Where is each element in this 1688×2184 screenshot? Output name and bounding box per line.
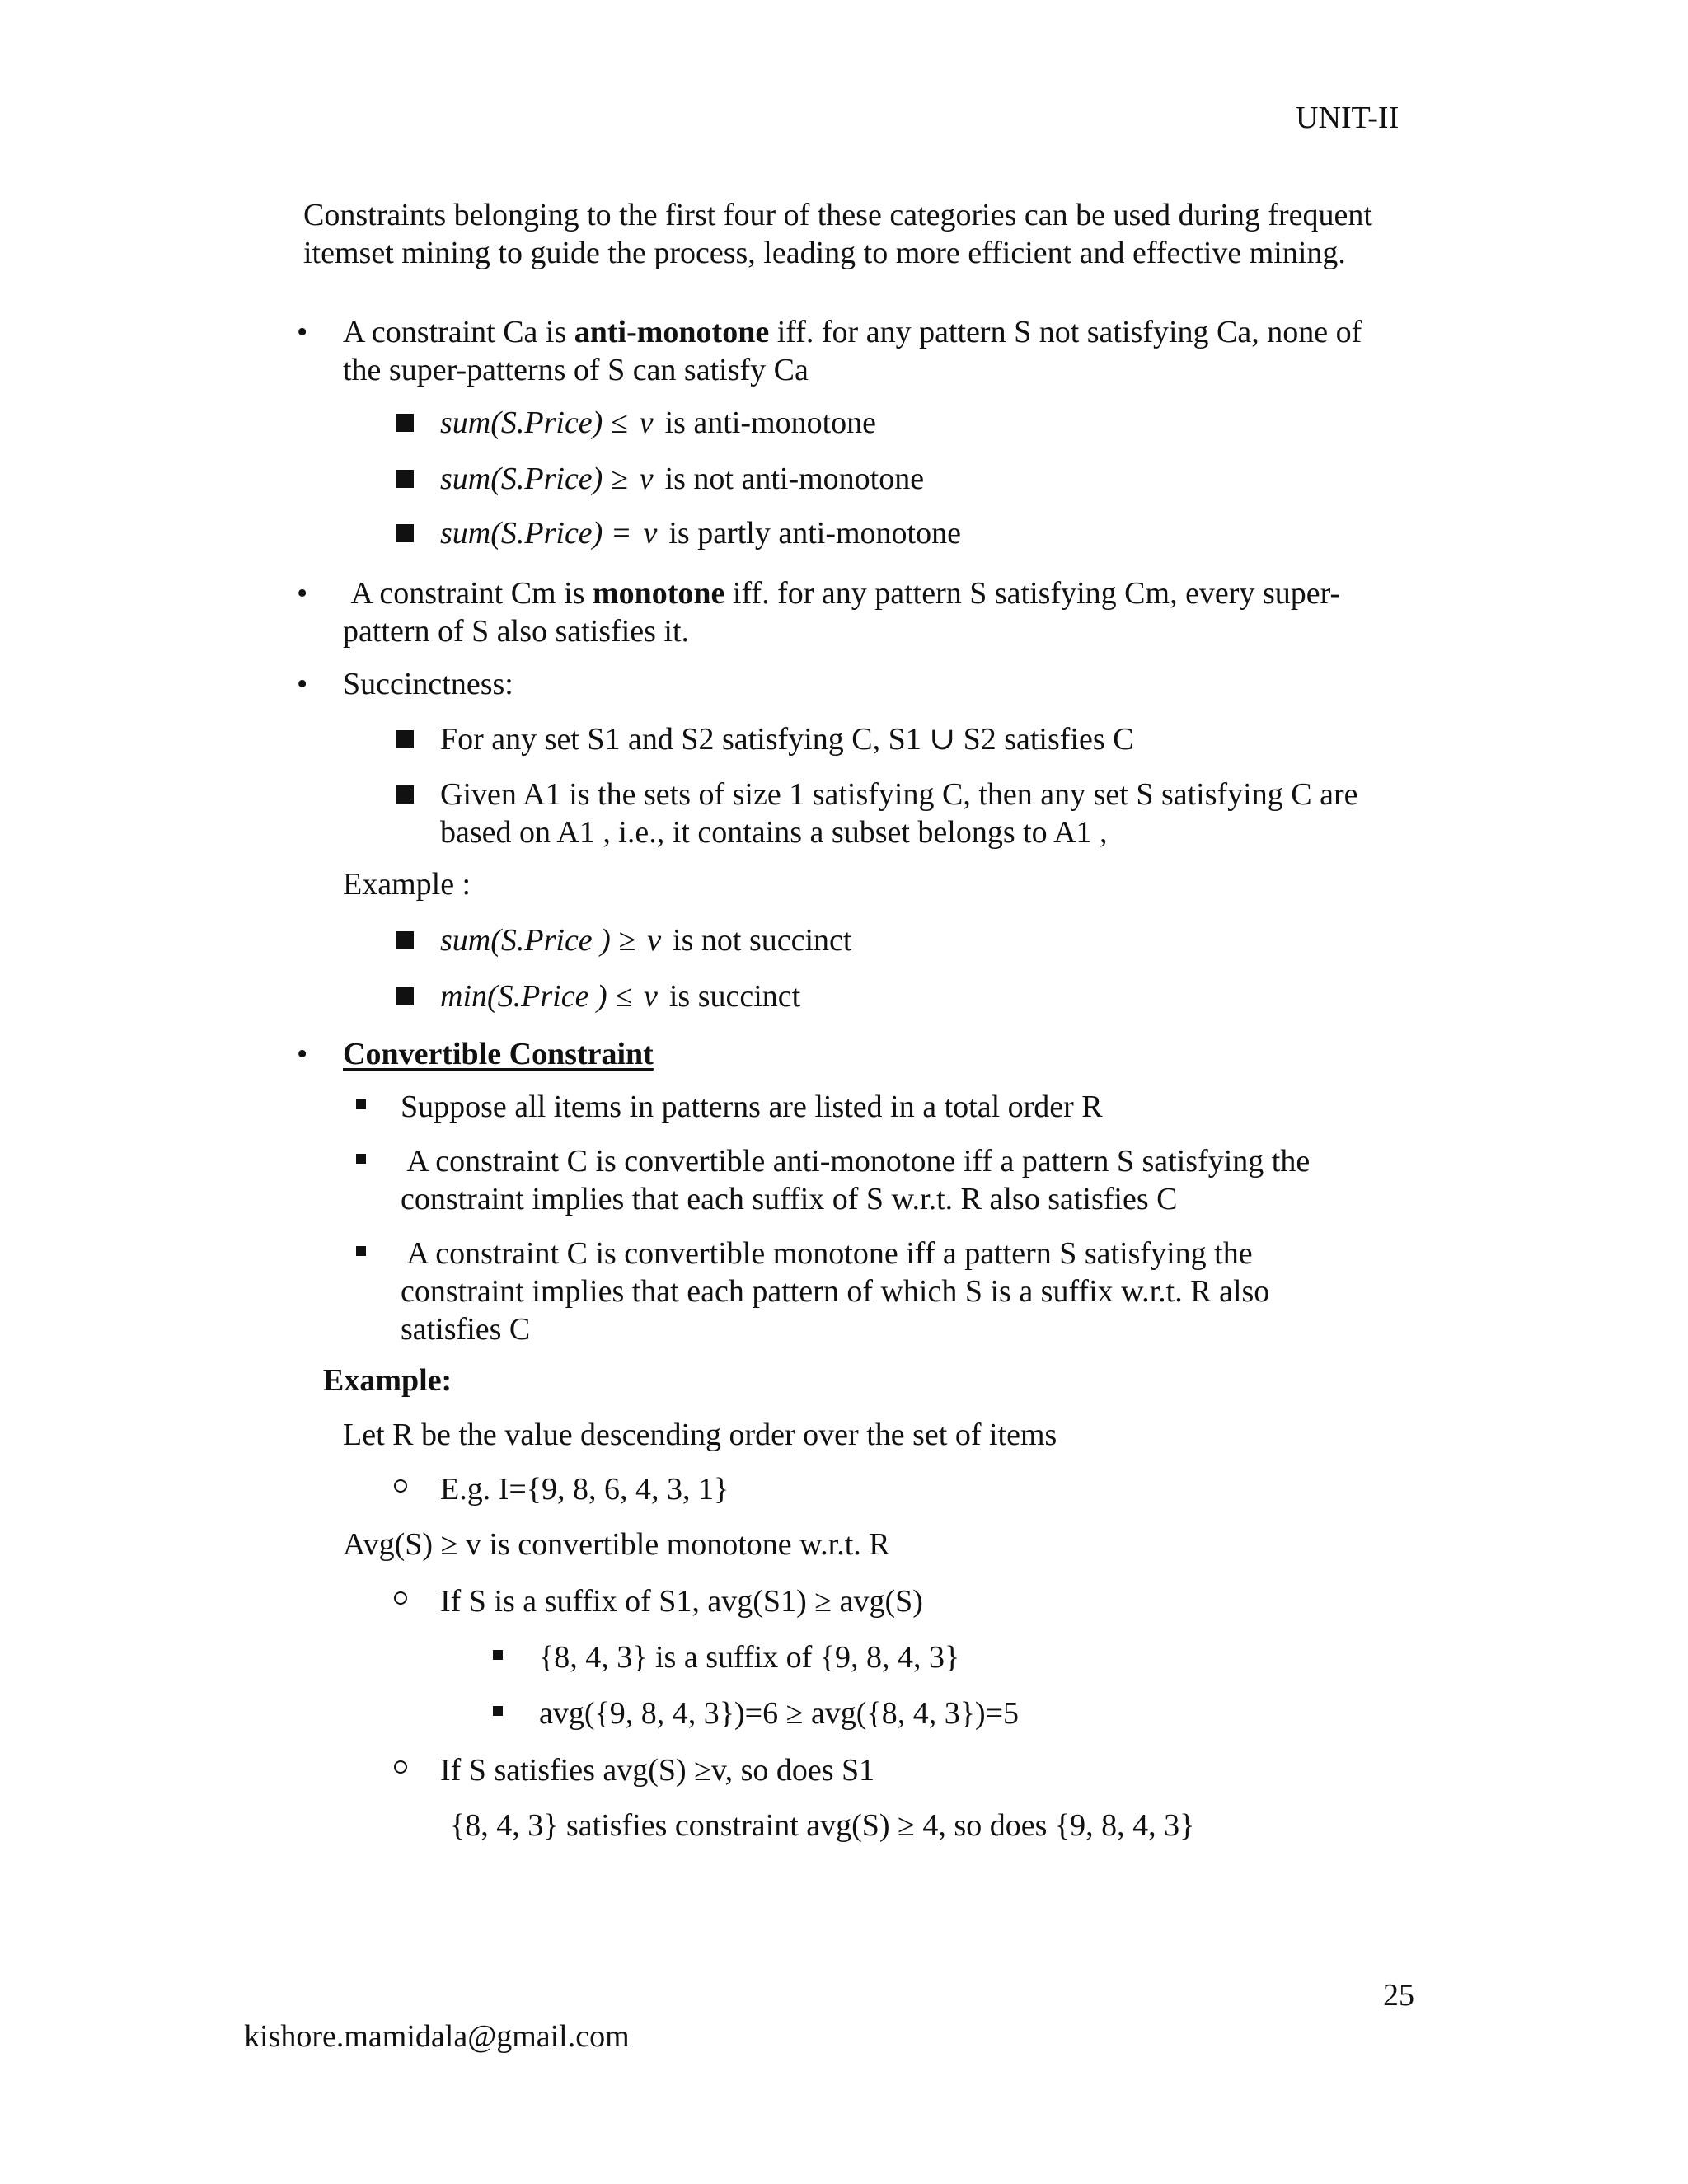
footer-email: kishore.mamidala@gmail.com bbox=[244, 2019, 630, 2054]
square-bullet-icon bbox=[396, 730, 414, 748]
square-bullet-icon bbox=[396, 785, 414, 804]
succinctness-example-label: Example : bbox=[343, 867, 471, 902]
succinctness-example: min(S.Price ) ≤ v is succinct bbox=[440, 979, 801, 1014]
succinctness-item: For any set S1 and S2 satisfying C, S1 ∪ S2 satisfies C bbox=[440, 722, 1134, 757]
square-bullet-icon bbox=[396, 524, 414, 542]
square-bullet-icon bbox=[396, 931, 414, 949]
square-bullet-icon bbox=[396, 470, 414, 488]
circle-bullet-icon bbox=[394, 1591, 407, 1605]
circle-bullet-icon bbox=[394, 1479, 407, 1493]
example-sub1-item: {8, 4, 3} is a suffix of {9, 8, 4, 3} bbox=[539, 1640, 960, 1675]
unit-header: UNIT-II bbox=[1296, 101, 1400, 135]
bullet-dot: • bbox=[297, 576, 308, 611]
monotone-term: monotone bbox=[592, 576, 725, 611]
small-square-bullet-icon bbox=[493, 1650, 503, 1660]
convertible-item: A constraint C is convertible monotone iff a pattern S satisfying the constraint implies that each pattern of which S is a suffix w.r.t. R also satisfies C bbox=[401, 1236, 1270, 1347]
intro-paragraph bbox=[303, 196, 1432, 272]
convertible-item: A constraint C is convertible anti-monotone iff a pattern S satisfying the constraint implies that each suffix of S w.r.t. R also satisfies C bbox=[401, 1144, 1311, 1216]
example-avg-line: Avg(S) ≥ v is convertible monotone w.r.t. R bbox=[343, 1527, 890, 1562]
circle-bullet-icon bbox=[394, 1760, 407, 1774]
anti-monotone-definition: A constraint Ca is anti-monotone iff. for any pattern S not satisfying Ca, none of the super-patterns of S can satisfy Ca bbox=[343, 315, 1362, 387]
convertible-title: Convertible Constraint bbox=[343, 1037, 654, 1071]
example-sub1: If S is a suffix of S1, avg(S1) ≥ avg(S) bbox=[440, 1584, 923, 1619]
small-square-bullet-icon bbox=[356, 1099, 366, 1109]
example-line: Let R be the value descending order over the set of items bbox=[343, 1418, 1057, 1452]
bullet-dot: • bbox=[297, 315, 308, 349]
small-square-bullet-icon bbox=[356, 1246, 366, 1256]
convertible-item: Suppose all items in patterns are listed in a total order R bbox=[401, 1090, 1103, 1124]
intro-line-2: itemset mining to guide the process, leading to more efficient and effective mining. bbox=[303, 236, 1346, 270]
anti-monotone-term: anti-monotone bbox=[574, 315, 770, 349]
monotone-definition: A constraint Cm is monotone iff. for any pattern S satisfying Cm, every super- pattern of S also satisfies it. bbox=[343, 576, 1341, 649]
intro-line-1: Constraints belonging to the first four of these categories can be used during frequent bbox=[303, 198, 1372, 232]
square-bullet-icon bbox=[396, 987, 414, 1005]
succinctness-example: sum(S.Price ) ≥ v is not succinct bbox=[440, 923, 852, 958]
bullet-dot: • bbox=[297, 667, 308, 701]
example-sub2: If S satisfies avg(S) ≥v, so does S1 bbox=[440, 1753, 875, 1788]
example-sub1-item: avg({9, 8, 4, 3})=6 ≥ avg({8, 4, 3})=5 bbox=[539, 1696, 1020, 1731]
page-number: 25 bbox=[1383, 1978, 1414, 2013]
anti-monotone-item: sum(S.Price) ≥ v is not anti-monotone bbox=[440, 462, 925, 496]
anti-monotone-item: sum(S.Price) = v is partly anti-monotone bbox=[440, 516, 961, 551]
example-label: Example: bbox=[323, 1363, 452, 1398]
succinctness-item: Given A1 is the sets of size 1 satisfying C, then any set S satisfying C are based on A1 , i.e., it contains a subset belongs to A1 , bbox=[440, 777, 1358, 850]
square-bullet-icon bbox=[396, 414, 414, 432]
example-eg: E.g. I={9, 8, 6, 4, 3, 1} bbox=[440, 1472, 729, 1507]
example-final: {8, 4, 3} satisfies constraint avg(S) ≥ 4, so does {9, 8, 4, 3} bbox=[450, 1808, 1195, 1843]
succinctness-title: Succinctness: bbox=[343, 667, 513, 701]
anti-monotone-item: sum(S.Price) ≤ v is anti-monotone bbox=[440, 405, 877, 440]
small-square-bullet-icon bbox=[493, 1706, 503, 1716]
bullet-dot: • bbox=[297, 1037, 308, 1071]
small-square-bullet-icon bbox=[356, 1154, 366, 1164]
